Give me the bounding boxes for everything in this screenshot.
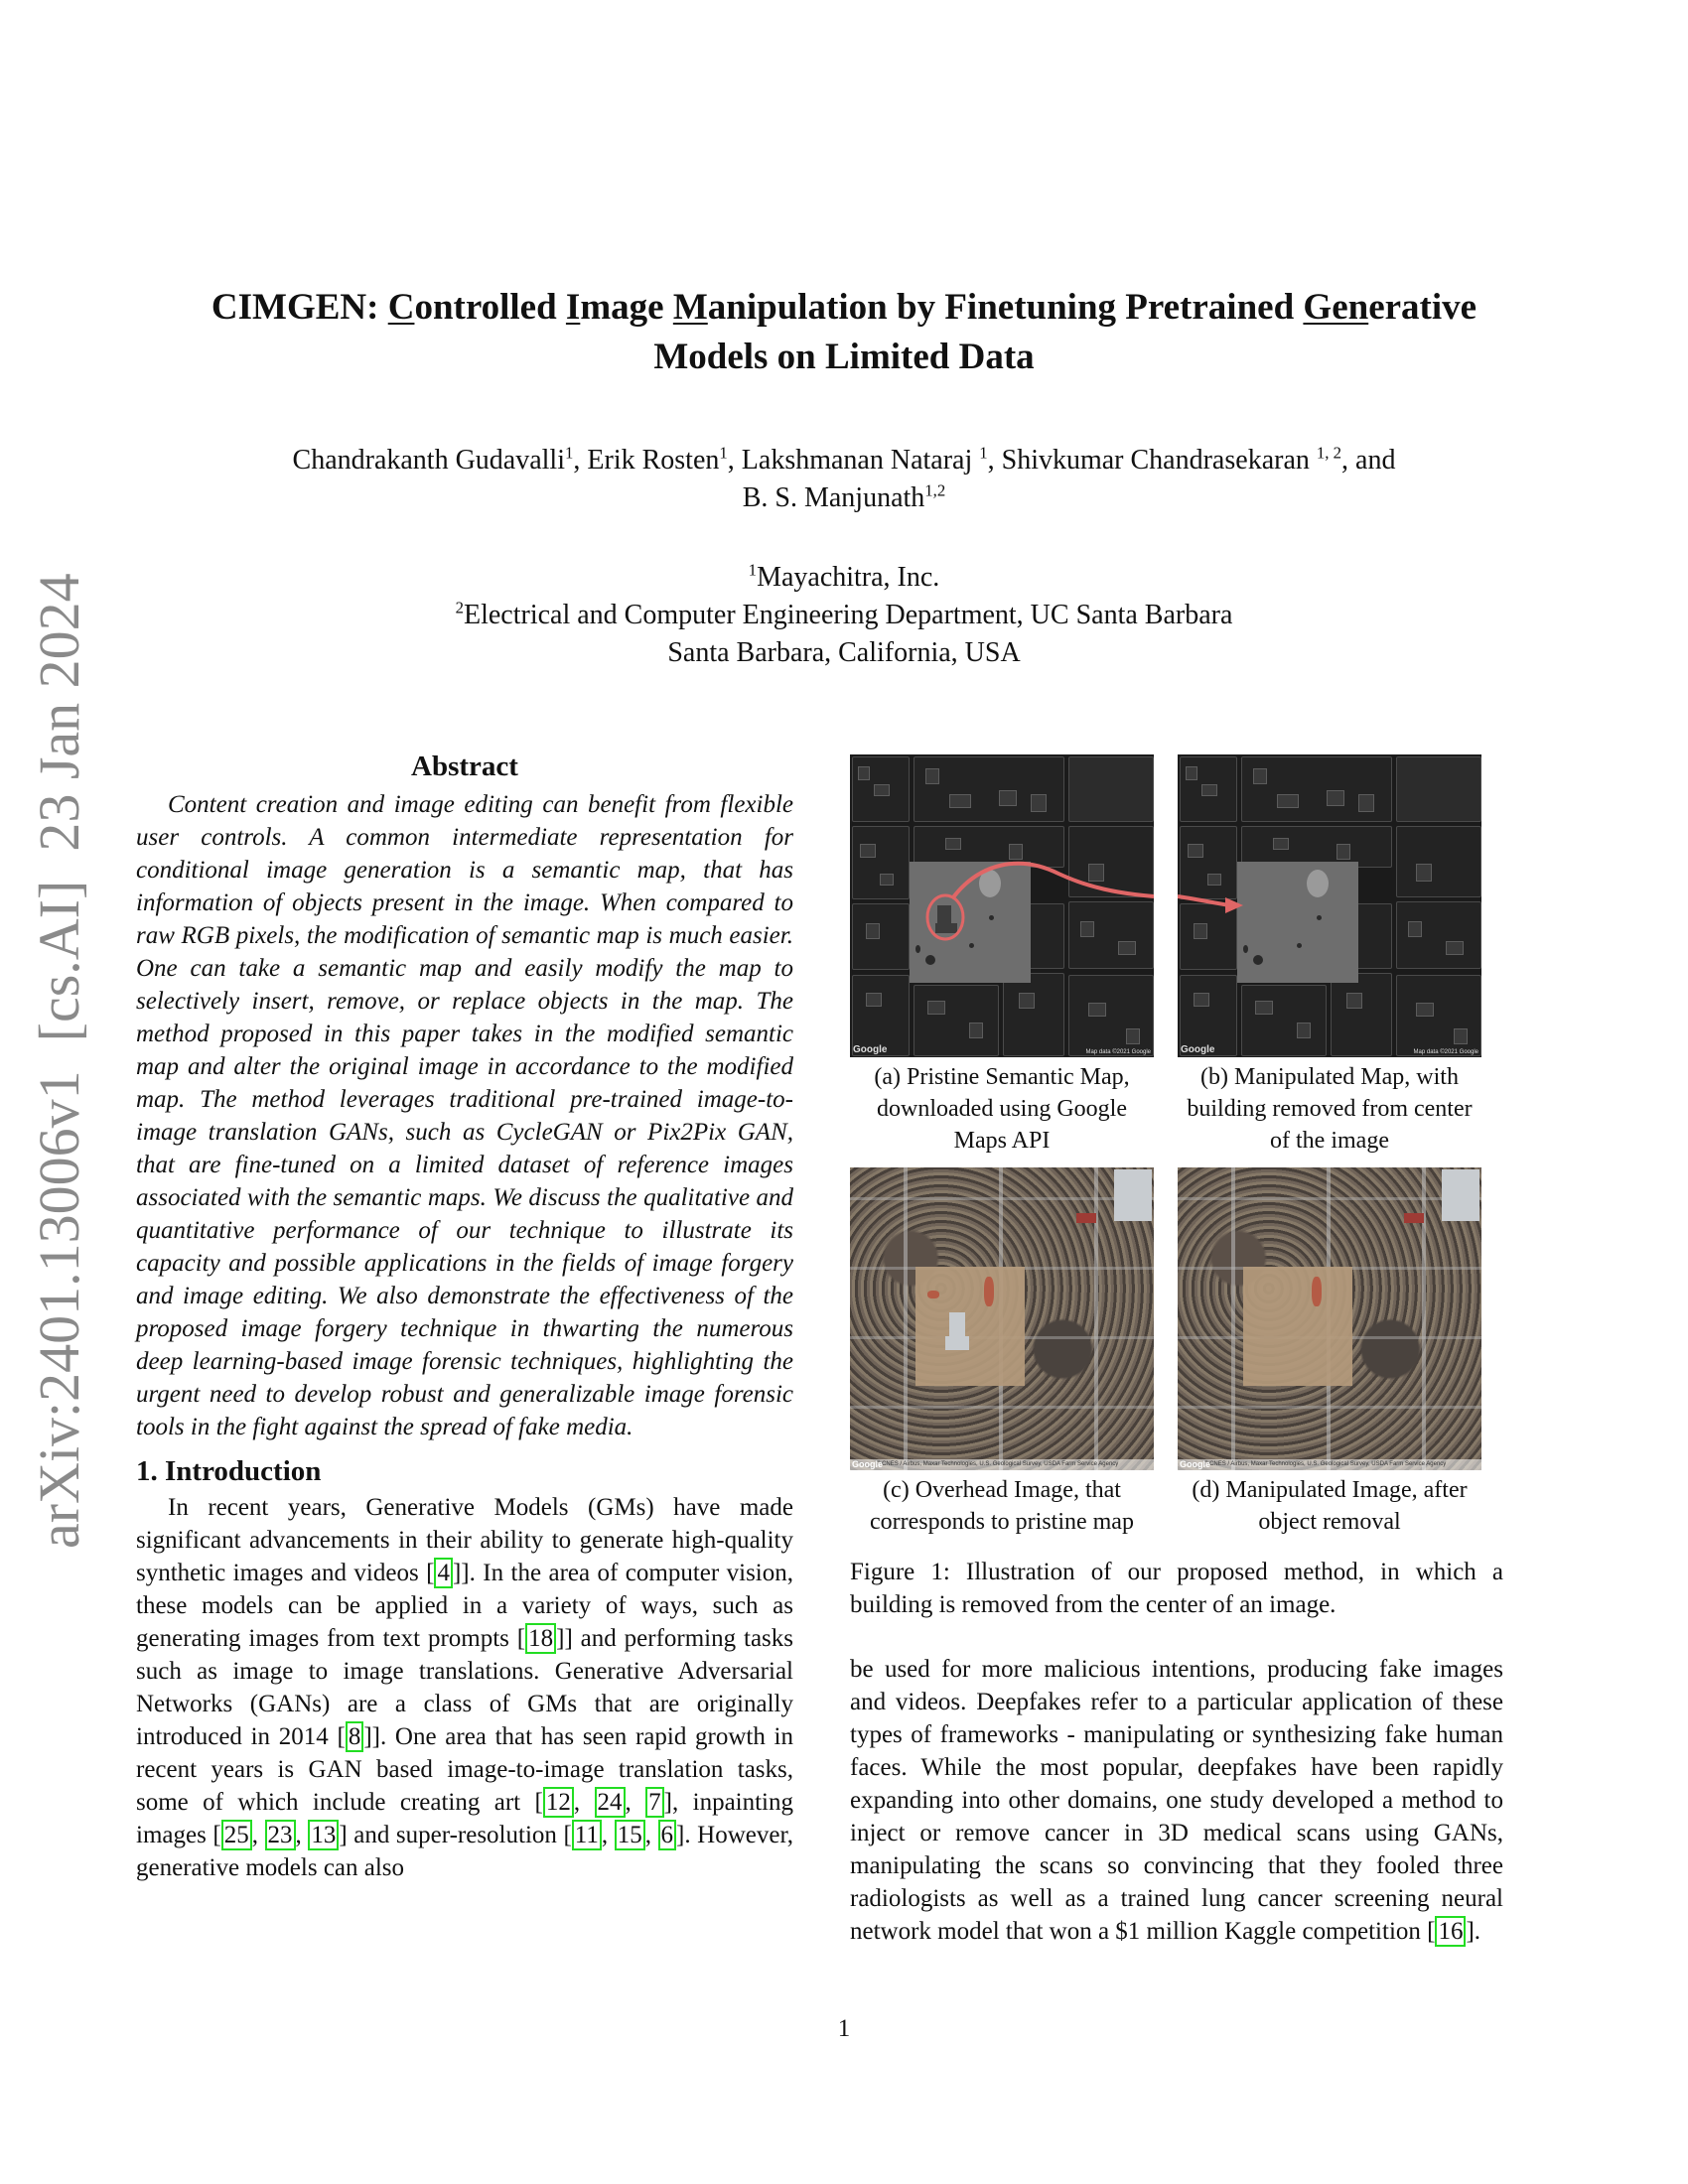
subfigure-caption: (d) Manipulated Image, after object removal xyxy=(1192,1477,1468,1535)
author-affiliation-mark: 1 xyxy=(719,443,728,463)
page-number: 1 xyxy=(837,2015,851,2042)
citation-link[interactable]: 4 xyxy=(434,1558,453,1588)
author-affiliation-mark: 1 xyxy=(565,443,574,463)
author-affiliation-mark: 1, 2 xyxy=(1316,443,1342,463)
imagery-credit: © CNES / Airbus, Maxar Technologies, U.S. Geological Survey, USDA Farm Service Agency xyxy=(850,1459,1154,1470)
google-logo-icon: Google xyxy=(853,1044,888,1055)
introduction-paragraph-continued: be used for more malicious intentions, producing fake images and videos. Deepfakes refer to a particular application of these types of frameworks - manipulating or synthesizing fake human faces. While the most popular, deepfakes have been rapidly expanding into other domains, one study developed a method to inject or remove cancer in 3D medical scans using GANs, manipulating the scans so convincing that they fooled three radiologists as well as a trained lung cancer screening neural network model that won a $1 million Kaggle competition [ 16 ]. xyxy=(850,1656,1503,1945)
imagery-credit: © CNES / Airbus, Maxar Technologies, U.S. Geological Survey, USDA Farm Service Agency xyxy=(1178,1459,1481,1470)
subfigure-caption: (a) Pristine Semantic Map, downloaded using Google Maps API xyxy=(874,1064,1130,1154)
author-name: Chandrakanth Gudavalli xyxy=(292,445,565,476)
author-affiliation-mark: 1,2 xyxy=(924,480,946,500)
manipulation-arrow-icon xyxy=(850,754,1154,1057)
figure-panel-c xyxy=(850,1167,1154,1538)
manipulation-arrowhead-icon xyxy=(1178,754,1481,1057)
citation-link[interactable]: 8 xyxy=(346,1721,364,1752)
subfigure-caption: (c) Overhead Image, that corresponds to pristine map xyxy=(870,1477,1134,1535)
left-column xyxy=(136,747,793,1884)
figure-caption: Figure 1: Illustration of our proposed method, in which a building is removed from the center of an image. xyxy=(850,1559,1503,1618)
figure-1 xyxy=(850,747,1503,1556)
affiliation-line: $^1$Mayachitra, Inc. xyxy=(748,560,940,593)
right-column xyxy=(850,747,1503,1948)
map-data-credit: Map data ©2021 Google xyxy=(1413,1049,1478,1055)
introduction-paragraph: In recent years, Generative Models (GMs) have made significant advancements in their ability to generate high-quality synthetic images and videos [ 4 ]]. In the area of computer vision, these models can be applied in a variety of ways, such as generating images from text prompts [ 18 ]] and performing tasks such as image to image translations. Generative Adversarial Networks (GANs) are a class of GMs that are originally introduced in 2014 [ 8 ]]. One area that has seen rapid growth in recent years is GAN based image-to-image translation tasks, some of which include creating art [ 12 , 24 , 7 ], inpainting images [ 25 , 23 , 13 ] and super-resolution [ 11 , 15 , 6 ]. However, generative models can also xyxy=(136,1494,794,1881)
semantic-map-manipulated-image xyxy=(1178,754,1481,1057)
citation-link[interactable]: 23 xyxy=(265,1820,296,1850)
author-name: Shivkumar Chandrasekaran xyxy=(1001,445,1317,476)
affiliation-line: $^2$Electrical and Computer Engineering Department, UC Santa Barbara xyxy=(455,598,1233,630)
title-line-2: Models on Limited Data xyxy=(653,337,1035,377)
affiliation-line: Santa Barbara, California, USA xyxy=(667,637,1021,668)
arxiv-identifier-stamp[interactable]: arXiv:2401.13006v1 [cs.AI] 23 Jan 2024 xyxy=(27,573,91,1549)
citation-link[interactable]: 15 xyxy=(615,1820,645,1850)
citation-link[interactable]: 25 xyxy=(221,1820,252,1850)
abstract-text: Content creation and image editing can benefit from flexible user controls. A common intermediate representation for conditional image generation is a semantic map, that has information of objects present in the image. When compared to raw RGB pixels, the modification of semantic map is much easier. One can take a semantic map and easily modify the map to selectively insert, remove, or replace objects in the map. The method proposed in this paper takes in the modified semantic map and alter the original image in accordance to the modified map. The method leverages traditional pre-trained image-to-image translation GANs, such as CycleGAN or Pix2Pix GAN, that are fine-tuned on a limited dataset of reference images associated with the semantic maps. We discuss the qualitative and quantitative performance of our technique to illustrate its capacity and possible applications in the fields of image forgery and image editing. We also demonstrate the effectiveness of the proposed image forgery technique in thwarting the numerous deep learning-based image forensic techniques, highlighting the urgent need to develop robust and generalizable image forensic tools in the fight against the spread of fake media. xyxy=(136,791,793,1440)
citation-link[interactable]: 6 xyxy=(658,1820,677,1850)
map-data-credit: Map data ©2021 Google xyxy=(1085,1049,1151,1055)
manipulated-satellite-image xyxy=(1178,1167,1481,1470)
subfigure-caption: (b) Manipulated Map, with building removed from center of the image xyxy=(1187,1064,1473,1154)
figure-panel-a xyxy=(850,754,1154,1157)
figure-panel-b xyxy=(1178,754,1481,1157)
section-heading-introduction: 1. Introduction xyxy=(136,1455,322,1487)
author-name: B. S. Manjunath xyxy=(742,482,925,513)
title-line-1: CIMGEN: Controlled Image Manipulation by Finetuning Pretrained Generative xyxy=(211,287,1477,328)
author-name: Lakshmanan Nataraj xyxy=(741,445,980,476)
google-logo-icon: Google xyxy=(1181,1044,1215,1055)
semantic-map-pristine-image xyxy=(850,754,1154,1057)
citation-link[interactable]: 12 xyxy=(543,1787,574,1818)
google-logo-icon: Google xyxy=(1180,1459,1210,1469)
figure-panel-d xyxy=(1178,1167,1481,1538)
author-name: Erik Rosten xyxy=(587,445,720,476)
affiliations xyxy=(129,559,1559,672)
citation-link[interactable]: 24 xyxy=(595,1787,626,1818)
citation-link[interactable]: 16 xyxy=(1435,1916,1466,1947)
google-logo-icon: Google xyxy=(852,1459,883,1469)
abstract-heading: Abstract xyxy=(411,751,518,782)
citation-link[interactable]: 11 xyxy=(572,1820,602,1850)
citation-link[interactable]: 7 xyxy=(645,1787,664,1818)
author-list: Chandrakanth Gudavalli$^1$, Erik Rosten$^1$, Lakshmanan Nataraj $^1$, Shivkumar Chandrasekaran $^{1, 2}$, and B. S. Manjunath$^{1,2}$ xyxy=(292,443,1396,513)
citation-link[interactable]: 13 xyxy=(308,1820,339,1850)
citation-link[interactable]: 18 xyxy=(525,1623,556,1654)
paper-title xyxy=(129,283,1559,382)
author-affiliation-mark: 1 xyxy=(979,443,988,463)
overhead-satellite-image xyxy=(850,1167,1154,1470)
